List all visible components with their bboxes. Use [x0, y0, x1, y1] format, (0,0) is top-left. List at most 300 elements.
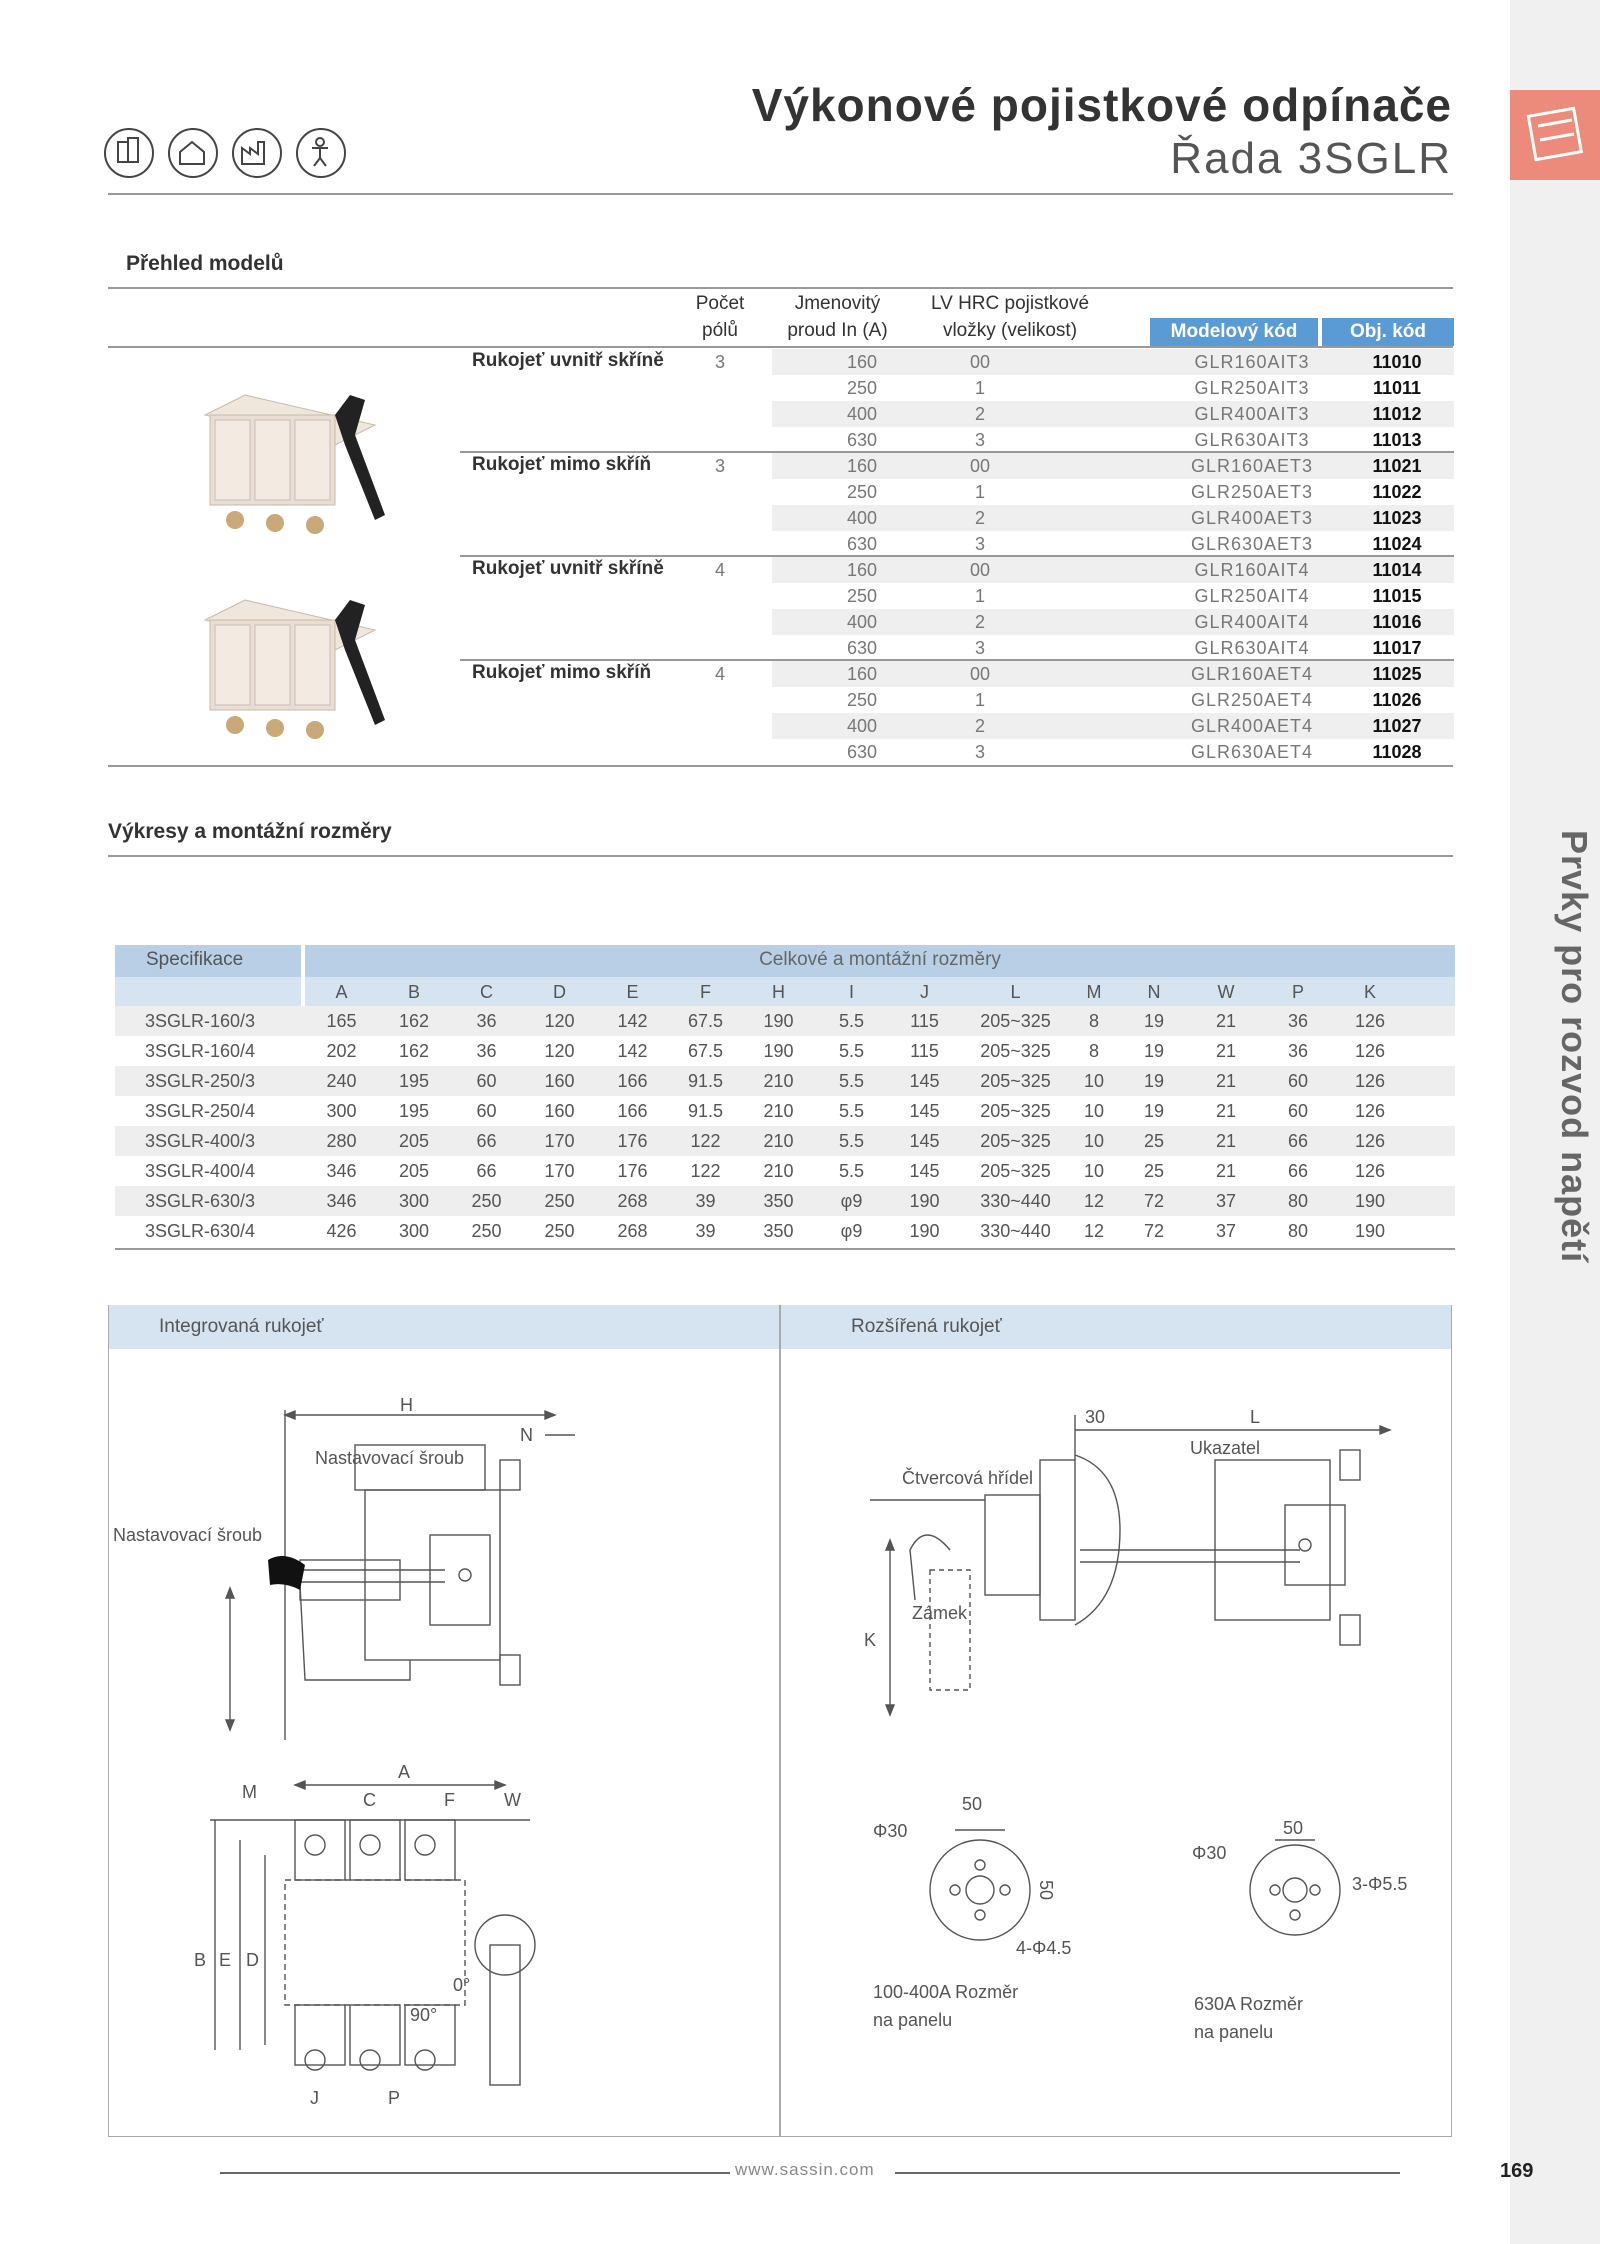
col-model-code-header: Modelový kód [1150, 318, 1318, 346]
product-image-4pole [185, 580, 395, 755]
header-divider [108, 193, 1453, 195]
dim-cell: 300 [398, 1191, 430, 1211]
rated-current: 250 [846, 690, 878, 710]
dim-cell: 19 [1143, 1071, 1165, 1091]
table-row [115, 1216, 1455, 1246]
dim-B-label: B [194, 1950, 207, 1970]
dim-cell: 21 [1215, 1041, 1237, 1061]
angle-0-label: 0° [453, 1975, 471, 1995]
dim-cell: 176 [617, 1131, 648, 1151]
dim-cell: 36 [1287, 1041, 1309, 1061]
dims-col-header: J [920, 982, 929, 1002]
overview-divider [108, 287, 1453, 289]
dim-cell: 60 [476, 1071, 497, 1091]
order-code: 11025 [1372, 664, 1422, 684]
dimensions-title: Výkresy a montážní rozměry [108, 820, 392, 843]
dim-cell: 10 [1083, 1101, 1105, 1121]
page-subtitle: Řada 3SGLR [1170, 134, 1452, 183]
table-row [772, 453, 1454, 479]
table-row [772, 687, 1454, 713]
table-row [772, 635, 1454, 661]
spec-cell: 3SGLR-630/3 [145, 1191, 256, 1211]
fuse-size: 1 [974, 586, 985, 606]
dim-cell: 12 [1083, 1191, 1105, 1211]
fuse-size: 3 [974, 430, 985, 450]
dim-cell: 205~325 [980, 1131, 1051, 1151]
table-row [772, 479, 1454, 505]
spec-cell: 3SGLR-250/4 [145, 1101, 256, 1121]
dim-cell: 120 [544, 1011, 575, 1031]
dim-cell: 145 [909, 1131, 940, 1151]
fuse-size: 1 [974, 690, 985, 710]
dims-col-header: F [700, 982, 711, 1002]
dim-cell: 126 [1354, 1101, 1386, 1121]
table-row [772, 609, 1454, 635]
fuse-size: 00 [969, 456, 991, 476]
group-label: Rukojeť uvnitř skříně [472, 558, 664, 579]
page-number: 169 [1500, 2160, 1534, 2182]
dim-cell: 300 [326, 1101, 357, 1121]
panel-630-label-2: na panelu [1194, 2022, 1274, 2042]
dim-cell: 300 [398, 1221, 430, 1241]
dim-cell: 21 [1215, 1011, 1237, 1031]
group-poles: 4 [714, 560, 725, 580]
factory-icon [232, 128, 282, 178]
order-code: 11011 [1372, 378, 1422, 398]
panel-100-400-label-2: na panelu [873, 2010, 953, 2030]
dim-cell: 250 [471, 1191, 502, 1211]
header-icons [104, 128, 346, 178]
dim-cell: 25 [1143, 1131, 1165, 1151]
model-code: GLR160AIT4 [1194, 560, 1310, 580]
angle-90-label: 90° [410, 2005, 438, 2025]
order-code: 11017 [1372, 638, 1422, 658]
indicator-label: Ukazatel [1190, 1438, 1261, 1458]
dim-W-label: W [504, 1790, 521, 1810]
dim-cell: 205 [398, 1131, 430, 1151]
dim-cell: 176 [617, 1161, 648, 1181]
dim-cell: 5.5 [838, 1041, 865, 1061]
model-code: GLR250AET3 [1190, 482, 1314, 502]
dim-cell: 39 [695, 1221, 716, 1241]
drawings-separator [779, 1305, 781, 2137]
group-label: Rukojeť mimo skříň [472, 662, 652, 683]
adjust-screw-label-2: Nastavovací šroub [113, 1525, 263, 1545]
table-row [772, 661, 1454, 687]
adjust-screw-label-1: Nastavovací šroub [315, 1448, 465, 1468]
dim-cell: 210 [763, 1131, 794, 1151]
table-row [772, 713, 1454, 739]
table-row [772, 531, 1454, 557]
page-title: Výkonové pojistkové odpínače [751, 79, 1452, 131]
dim-cell: 66 [1287, 1131, 1309, 1151]
table-row [115, 1066, 1455, 1096]
dim-cell: 250 [544, 1221, 575, 1241]
dim-cell: 190 [763, 1011, 794, 1031]
dim-cell: 205~325 [980, 1101, 1051, 1121]
model-code: GLR400AET3 [1190, 508, 1314, 528]
order-code: 11013 [1372, 430, 1422, 450]
dim-cell: 126 [1354, 1041, 1386, 1061]
dim-cell: φ9 [840, 1221, 863, 1241]
person-icon [296, 128, 346, 178]
dim-cell: 21 [1215, 1101, 1237, 1121]
dim-cell: 72 [1143, 1221, 1165, 1241]
spec-cell: 3SGLR-400/3 [145, 1131, 256, 1151]
dim-M-label: M [242, 1782, 257, 1802]
rated-current: 400 [846, 612, 878, 632]
col-current-header: Jmenovitý proud In (A) [787, 293, 888, 341]
integrated-handle-side-view [110, 1360, 670, 1760]
spec-cell: 3SGLR-630/4 [145, 1221, 256, 1241]
dim-cell: 190 [909, 1191, 940, 1211]
dim-cell: 145 [909, 1101, 940, 1121]
col-poles-header: Počet pólů [695, 293, 745, 341]
dim-cell: 91.5 [687, 1071, 724, 1091]
catalog-icon [1510, 90, 1600, 180]
dim-cell: 145 [909, 1161, 940, 1181]
order-code: 11012 [1372, 404, 1422, 424]
dim-cell: 5.5 [838, 1161, 865, 1181]
dim-cell: 60 [1287, 1071, 1309, 1091]
dim-cell: 268 [617, 1191, 648, 1211]
dim-cell: 126 [1354, 1071, 1386, 1091]
dim-cell: 202 [326, 1041, 357, 1061]
order-code: 11027 [1372, 716, 1422, 736]
dim-A-label: A [398, 1762, 411, 1782]
model-code: GLR630AET3 [1190, 534, 1314, 554]
dim-H-label: H [400, 1395, 413, 1415]
dim-cell: 126 [1354, 1011, 1386, 1031]
dim-N-label: N [520, 1425, 533, 1445]
fuse-size: 2 [974, 404, 985, 424]
rated-current: 160 [846, 560, 878, 580]
dim-cell: 10 [1083, 1131, 1105, 1151]
building-icon [104, 128, 154, 178]
panel-100-400-label-1: 100-400A Rozměr [873, 1982, 1019, 2002]
dim-cell: 210 [763, 1161, 794, 1181]
table-row [115, 1126, 1455, 1156]
dim-cell: 21 [1215, 1131, 1237, 1151]
model-code: GLR630AIT3 [1194, 430, 1310, 450]
dim-cell: 10 [1083, 1071, 1105, 1091]
dims-col-header: M [1086, 982, 1102, 1002]
dim-cell: 66 [476, 1161, 497, 1181]
dim-cell: 170 [544, 1161, 575, 1181]
dim-F-label: F [444, 1790, 455, 1810]
dim-cell: 250 [544, 1191, 575, 1211]
house-icon [168, 128, 218, 178]
dim-cell: 10 [1083, 1161, 1105, 1181]
dim-cell: 330~440 [980, 1191, 1051, 1211]
order-code: 11024 [1372, 534, 1422, 554]
dimensions-divider [108, 855, 1453, 857]
rated-current: 630 [846, 638, 878, 658]
dims-col-header: H [772, 982, 785, 1002]
rated-current: 400 [846, 508, 878, 528]
dim-cell: 190 [763, 1041, 794, 1061]
dim-cell: 190 [1354, 1191, 1386, 1211]
extended-handle-side-view [860, 1400, 1400, 1740]
fuse-size: 00 [969, 664, 991, 684]
fuse-size: 2 [974, 508, 985, 528]
rated-current: 630 [846, 742, 878, 762]
dim-cell: 280 [326, 1131, 357, 1151]
sidebar-label: Prvky pro rozvod napětí [1554, 830, 1595, 1264]
dim-cell: 66 [1287, 1161, 1309, 1181]
col-order-code-header: Obj. kód [1322, 318, 1454, 346]
dims-col-header: E [626, 982, 639, 1002]
spec-cell: 3SGLR-160/4 [145, 1041, 256, 1061]
dim-cell: 5.5 [838, 1131, 865, 1151]
dim-cell: 190 [1354, 1221, 1386, 1241]
footer-url[interactable]: www.sassin.com [735, 2160, 875, 2179]
dim-cell: 36 [1287, 1011, 1309, 1031]
dim-cell: 142 [617, 1041, 648, 1061]
left-drawing-title: Integrovaná rukojeť [109, 1305, 779, 1349]
dim-cell: 115 [910, 1041, 939, 1061]
dim-cell: 39 [695, 1191, 716, 1211]
rated-current: 160 [846, 352, 878, 372]
footer-line-left [220, 2172, 730, 2174]
dim-30-label: 30 [1085, 1407, 1106, 1427]
footer-line-right [895, 2172, 1400, 2174]
dim-cell: 162 [398, 1011, 430, 1031]
rated-current: 630 [846, 534, 878, 554]
dim-cell: 60 [1287, 1101, 1309, 1121]
model-code: GLR160AET3 [1190, 456, 1314, 476]
group-poles: 4 [714, 664, 725, 684]
rated-current: 250 [846, 378, 878, 398]
rated-current: 630 [846, 430, 878, 450]
dim-cell: 195 [398, 1101, 430, 1121]
dim-cell: 165 [326, 1011, 357, 1031]
group-poles: 3 [714, 352, 725, 372]
rated-current: 400 [846, 404, 878, 424]
dim-cell: 122 [690, 1161, 721, 1181]
table-row [772, 505, 1454, 531]
dim-cell: 126 [1354, 1131, 1386, 1151]
dim-cell: 12 [1083, 1221, 1105, 1241]
overview-head-divider [108, 346, 1453, 348]
model-code: GLR160AET4 [1190, 664, 1314, 684]
dim-cell: 67.5 [687, 1041, 724, 1061]
table-row [772, 739, 1454, 765]
dim-cell: 80 [1287, 1191, 1309, 1211]
table-row [772, 375, 1454, 401]
square-shaft-label: Čtvercová hřídel [902, 1468, 1034, 1488]
sidebar-tab [1510, 90, 1600, 180]
dim-cell: 166 [617, 1101, 648, 1121]
dim-cell: 142 [617, 1011, 648, 1031]
dims-group-header: Celkové a montážní rozměry [759, 949, 1001, 970]
holes-3-label: 3-Φ5.5 [1352, 1874, 1408, 1894]
spec-header: Specifikace [146, 949, 244, 970]
dim-cell: 19 [1143, 1041, 1165, 1061]
dim-cell: 37 [1215, 1221, 1237, 1241]
dim-cell: 170 [544, 1131, 575, 1151]
dim-cell: 25 [1143, 1161, 1165, 1181]
dim-cell: 205~325 [980, 1041, 1051, 1061]
dim-cell: 19 [1143, 1101, 1165, 1121]
group-poles: 3 [714, 456, 725, 476]
dim-cell: 346 [326, 1191, 357, 1211]
model-code: GLR250AET4 [1190, 690, 1314, 710]
fuse-size: 2 [974, 716, 985, 736]
dim-cell: 346 [326, 1161, 357, 1181]
group-label: Rukojeť uvnitř skříně [472, 350, 664, 371]
dim-cell: 350 [763, 1191, 794, 1211]
dim-cell: 21 [1215, 1161, 1237, 1181]
dim-cell: 36 [476, 1041, 497, 1061]
dim-cell: 72 [1143, 1191, 1165, 1211]
dim-J-label: J [310, 2088, 319, 2108]
order-code: 11028 [1372, 742, 1422, 762]
integrated-handle-front-view [110, 1760, 670, 2120]
dim-cell: 205 [398, 1161, 430, 1181]
dim-cell: 66 [476, 1131, 497, 1151]
dim-cell: 37 [1215, 1191, 1237, 1211]
dims-col-header: K [1363, 982, 1376, 1002]
dim-cell: 210 [763, 1101, 794, 1121]
dim-cell: 19 [1143, 1011, 1165, 1031]
dim-cell: 190 [909, 1221, 940, 1241]
dim-cell: 426 [326, 1221, 357, 1241]
model-code: GLR630AIT4 [1194, 638, 1310, 658]
dim-cell: 330~440 [980, 1221, 1051, 1241]
order-code: 11010 [1372, 352, 1422, 372]
dim-K-label: K [864, 1630, 877, 1650]
order-code: 11016 [1372, 612, 1422, 632]
dim-E-label: E [219, 1950, 232, 1970]
fuse-size: 1 [974, 378, 985, 398]
dim-cell: 166 [617, 1071, 648, 1091]
fuse-size: 2 [974, 612, 985, 632]
lock-label: Zámek [912, 1603, 968, 1623]
dims-col-header: C [480, 982, 493, 1002]
dim-cell: 350 [763, 1221, 794, 1241]
model-code: GLR400AIT4 [1194, 612, 1310, 632]
rated-current: 250 [846, 586, 878, 606]
group-label: Rukojeť mimo skříň [472, 454, 652, 475]
dims-bottom-divider [115, 1248, 1455, 1250]
order-code: 11022 [1372, 482, 1422, 502]
dim-cell: 240 [326, 1071, 357, 1091]
dim-cell: 21 [1215, 1071, 1237, 1091]
dim-50-label-1: 50 [962, 1794, 983, 1814]
fuse-size: 1 [974, 482, 985, 502]
dim-D-label: D [246, 1950, 259, 1970]
dims-col-header: W [1217, 982, 1235, 1002]
table-row [115, 1186, 1455, 1216]
panel-630-label-1: 630A Rozměr [1194, 1994, 1304, 2014]
dim-cell: 80 [1287, 1221, 1309, 1241]
table-row [772, 401, 1454, 427]
rated-current: 400 [846, 716, 878, 736]
fuse-size: 3 [974, 534, 985, 554]
dims-col-header: B [407, 982, 420, 1002]
dim-cell: 205~325 [980, 1071, 1051, 1091]
dim-cell: 210 [763, 1071, 794, 1091]
order-code: 11021 [1372, 456, 1422, 476]
dim-cell: 268 [617, 1221, 648, 1241]
model-code: GLR400AIT3 [1194, 404, 1310, 424]
model-code: GLR630AET4 [1190, 742, 1314, 762]
spec-header-cell-2 [115, 977, 301, 1006]
order-code: 11014 [1372, 560, 1422, 580]
dim-cell: 115 [910, 1011, 939, 1031]
dim-cell: 5.5 [838, 1101, 865, 1121]
model-code: GLR160AIT3 [1194, 352, 1310, 372]
dim-cell: 205~325 [980, 1161, 1051, 1181]
table-row [772, 427, 1454, 453]
overview-bottom-divider [108, 765, 1453, 767]
table-row [115, 1006, 1455, 1036]
fuse-size: 3 [974, 638, 985, 658]
model-code: GLR250AIT4 [1194, 586, 1310, 606]
model-code: GLR400AET4 [1190, 716, 1314, 736]
dim-cell: 36 [476, 1011, 497, 1031]
table-row [772, 557, 1454, 583]
dims-col-header: A [335, 982, 348, 1002]
dims-col-header: N [1147, 982, 1161, 1002]
dim-cell: 250 [471, 1221, 502, 1241]
table-row [772, 349, 1454, 375]
dia30-label-1: Φ30 [873, 1821, 908, 1841]
dim-cell: 91.5 [687, 1101, 724, 1121]
dim-P-label: P [388, 2088, 401, 2108]
model-code: GLR250AIT3 [1194, 378, 1310, 398]
spec-cell: 3SGLR-250/3 [145, 1071, 256, 1091]
holes-4-label: 4-Φ4.5 [1016, 1938, 1072, 1958]
order-code: 11015 [1372, 586, 1422, 606]
dim-cell: 145 [909, 1071, 940, 1091]
dims-col-header: P [1291, 982, 1304, 1002]
dims-col-header: L [1010, 982, 1021, 1002]
dim-cell: 8 [1088, 1011, 1099, 1031]
spec-cell: 3SGLR-160/3 [145, 1011, 256, 1031]
overview-title: Přehled modelů [126, 252, 284, 275]
dim-50-label-2: 50 [1036, 1880, 1056, 1901]
fuse-size: 00 [969, 352, 991, 372]
rated-current: 160 [846, 456, 878, 476]
order-code: 11026 [1372, 690, 1422, 710]
fuse-size: 3 [974, 742, 985, 762]
rated-current: 250 [846, 482, 878, 502]
fuse-size: 00 [969, 560, 991, 580]
table-row [115, 1156, 1455, 1186]
dims-col-header: I [848, 982, 854, 1002]
right-drawing-title: Rozšířená rukojeť [781, 1305, 1451, 1349]
dia30-label-2: Φ30 [1192, 1843, 1227, 1863]
col-fuse-header: LV HRC pojistkové vložky (velikost) [930, 293, 1090, 341]
dim-cell: φ9 [840, 1191, 863, 1211]
dim-cell: 67.5 [687, 1011, 724, 1031]
table-row [115, 1036, 1455, 1066]
table-row [772, 583, 1454, 609]
dim-cell: 195 [398, 1071, 430, 1091]
dim-cell: 205~325 [980, 1011, 1051, 1031]
dim-cell: 122 [690, 1131, 721, 1151]
dim-cell: 5.5 [838, 1071, 865, 1091]
dim-cell: 126 [1354, 1161, 1386, 1181]
dim-cell: 160 [544, 1101, 575, 1121]
table-row [115, 1096, 1455, 1126]
dim-cell: 8 [1088, 1041, 1099, 1061]
dim-cell: 162 [398, 1041, 430, 1061]
product-image-3pole [185, 375, 395, 550]
dim-cell: 160 [544, 1071, 575, 1091]
